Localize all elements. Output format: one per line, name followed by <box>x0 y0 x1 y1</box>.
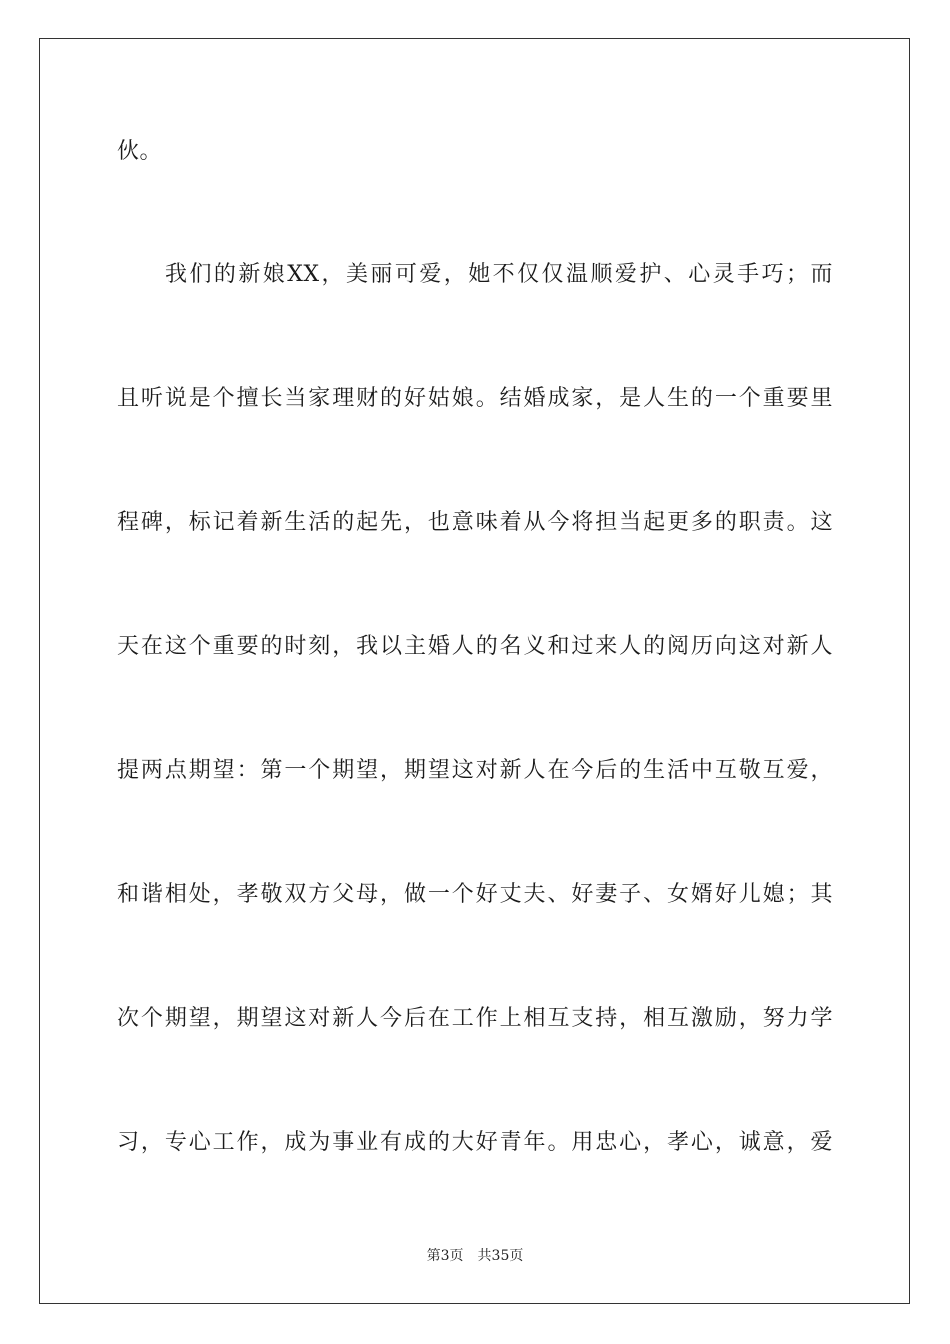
text-line-1: 伙。 <box>117 139 163 164</box>
text-line-2: 我们的新娘XX，美丽可爱，她不仅仅温顺爱护、心灵手巧；而 <box>165 262 833 287</box>
text-line-4: 程碑，标记着新生活的起先，也意味着从今将担当起更多的职责。这 <box>117 510 833 535</box>
text-line-6: 提两点期望：第一个期望，期望这对新人在今后的生活中互敬互爱， <box>117 758 833 783</box>
text-line-5: 天在这个重要的时刻，我以主婚人的名义和过来人的阅历向这对新人 <box>117 634 833 659</box>
page-number-footer: 第3页 共35页 <box>426 1248 524 1264</box>
page-border <box>39 38 910 1304</box>
text-line-9: 习，专心工作，成为事业有成的大好青年。用忠心，孝心，诚意，爱 <box>117 1130 833 1155</box>
text-line-8: 次个期望，期望这对新人今后在工作上相互支持，相互激励，努力学 <box>117 1006 833 1031</box>
text-line-7: 和谐相处，孝敬双方父母，做一个好丈夫、好妻子、女婿好儿媳；其 <box>117 882 833 907</box>
text-line-3: 且听说是个擅长当家理财的好姑娘。结婚成家，是人生的一个重要里 <box>117 386 833 411</box>
